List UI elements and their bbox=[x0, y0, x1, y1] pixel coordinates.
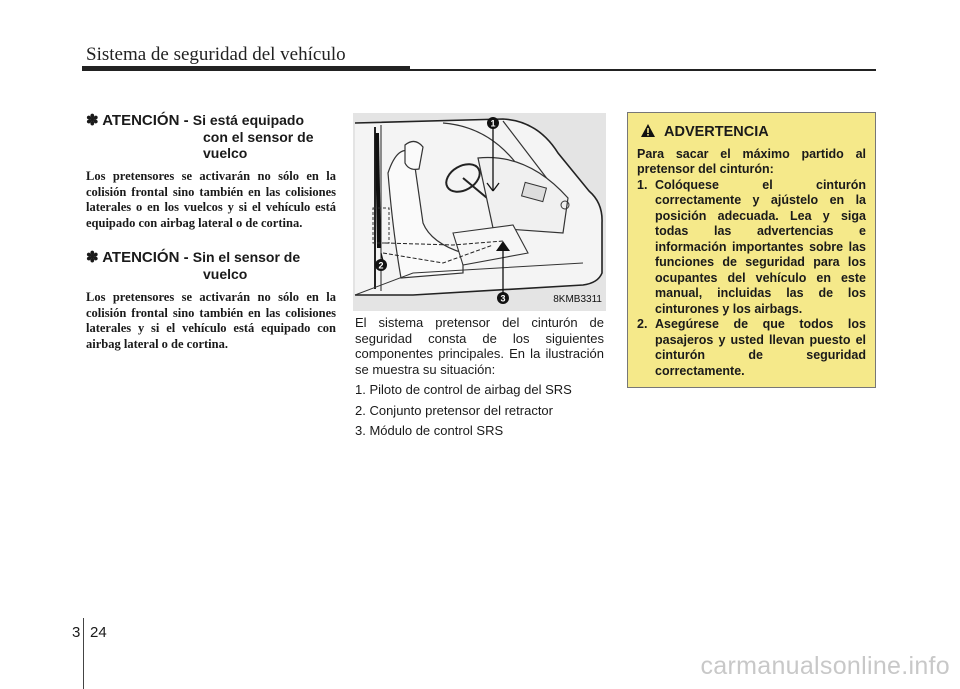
attention-paragraph-2: Los pretensores se activarán no sólo en la colisión frontal sino también en las colisiones laterales y si el vehículo está equipado con airbag lateral o de cortina. bbox=[86, 290, 336, 351]
callout-3 bbox=[497, 292, 509, 304]
warning-intro: Para sacar el máximo partido al pretensor del cinturón: bbox=[637, 146, 866, 176]
warning-item-text: Asegúrese de que todos los pasajeros y usted llevan puesto el cinturón de seguridad correctamente. bbox=[655, 317, 866, 378]
attention-subtitle: Sin el sensor de bbox=[192, 249, 301, 265]
left-column bbox=[86, 112, 336, 365]
warning-box bbox=[627, 112, 876, 388]
section-title: Sistema de seguridad del vehículo bbox=[86, 44, 346, 65]
attention-subtitle: vuelco bbox=[203, 145, 248, 161]
callout-2-label: 2 bbox=[378, 260, 384, 271]
callout-1-label: 1 bbox=[490, 118, 496, 129]
warning-heading bbox=[640, 123, 866, 143]
warning-item bbox=[637, 178, 866, 318]
component-item: 1. Piloto de control de airbag del SRS bbox=[355, 382, 572, 397]
warning-item-number: 2. bbox=[637, 317, 648, 331]
warning-title: ADVERTENCIA bbox=[664, 124, 769, 140]
component-item: 2. Conjunto pretensor del retractor bbox=[355, 402, 553, 418]
components-intro: El sistema pretensor del cinturón de seguridad consta de los siguientes componentes principales. En la ilustración se muestra su situación: bbox=[355, 315, 604, 377]
figure-code: 8KMB3311 bbox=[553, 294, 602, 305]
attention-label: ATENCIÓN - bbox=[102, 112, 189, 129]
attention-heading-2 bbox=[86, 249, 336, 282]
header-rule-thick bbox=[82, 66, 410, 71]
component-item: 3. Módulo de control SRS bbox=[355, 423, 504, 438]
attention-heading-1 bbox=[86, 112, 336, 161]
warning-item bbox=[637, 317, 866, 379]
attention-label: ATENCIÓN - bbox=[102, 249, 189, 266]
attention-subtitle: vuelco bbox=[203, 266, 248, 282]
header-rule-thin bbox=[410, 69, 876, 71]
attention-paragraph-1: Los pretensores se activarán no sólo en la colisión frontal sino también en las colisiones laterales o en los vuelcos y si el vehículo está equipado con airbag lateral o de cortina. bbox=[86, 169, 336, 230]
callout-3-label: 3 bbox=[500, 293, 506, 304]
callout-2 bbox=[375, 259, 387, 271]
callout-1 bbox=[487, 117, 499, 129]
section-number: 3 bbox=[72, 624, 81, 641]
asterisk-icon: ✽ bbox=[86, 112, 99, 129]
middle-column bbox=[355, 315, 604, 439]
attention-subtitle: Si está equipado bbox=[192, 112, 305, 128]
warning-item-number: 1. bbox=[637, 177, 648, 192]
warning-triangle-icon bbox=[640, 123, 656, 143]
vehicle-interior-illustration bbox=[353, 113, 606, 311]
attention-subtitle: con el sensor de bbox=[203, 129, 314, 145]
page-number: 24 bbox=[90, 624, 107, 641]
warning-item-text: Colóquese el cinturón correctamente y ajústelo en la posición adecuada. Lea y siga todas las advertencias e información importantes sobre las funciones de seguridad para los ocupantes del vehículo en este manual, incluidas las de los cinturones y los airbags. bbox=[655, 177, 866, 316]
asterisk-icon: ✽ bbox=[86, 249, 99, 266]
footer-divider bbox=[83, 618, 84, 689]
car-cutaway-drawing bbox=[353, 113, 606, 311]
watermark: carmanualsonline.info bbox=[700, 652, 950, 680]
